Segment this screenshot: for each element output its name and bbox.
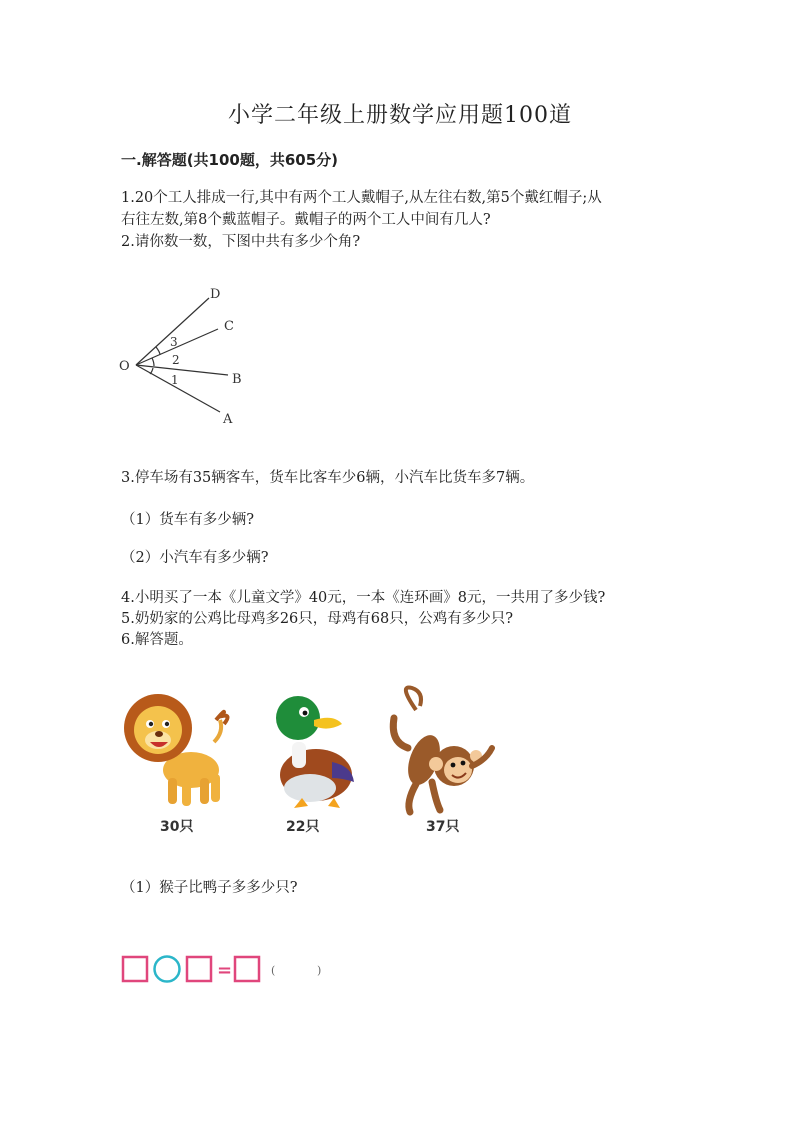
question-6: 6.解答题。 [121, 632, 193, 648]
answer-formula [121, 952, 341, 988]
unit-close-paren: ) [317, 964, 322, 977]
angle-label-2: 2 [172, 353, 180, 367]
equals-sign: = [217, 960, 233, 981]
point-d-label: D [210, 287, 221, 302]
question-3-part-2: （2）小汽车有多少辆? [121, 550, 269, 566]
question-6-part-1: （1）猴子比鸭子多多少只? [121, 880, 298, 896]
angle-arc-3 [156, 347, 160, 355]
duck-count: 22只 [286, 819, 320, 835]
question-3: 3.停车场有35辆客车，货车比客车少6辆，小汽车比货车多7辆。 [121, 470, 535, 486]
angle-arc-2 [152, 358, 154, 366]
lion-count: 30只 [160, 819, 194, 835]
unit-open-paren: ( [271, 964, 276, 977]
question-3-part-1: （1）货车有多少辆? [121, 512, 254, 528]
answer-box-1 [123, 957, 147, 981]
operator-circle [155, 957, 180, 982]
point-o-label: O [119, 359, 130, 374]
lion-image [124, 694, 228, 806]
animals-figure [116, 680, 506, 840]
question-4: 4.小明买了一本《儿童文学》40元，一本《连环画》8元，一共用了多少钱? [121, 590, 606, 606]
point-b-label: B [232, 372, 242, 387]
answer-box-2 [187, 957, 211, 981]
duck-image [276, 696, 354, 808]
monkey-count: 37只 [426, 819, 460, 835]
point-c-label: C [224, 319, 234, 334]
angle-figure [116, 282, 276, 432]
answer-box-result [235, 957, 259, 981]
question-1-line-2: 右往左数,第8个戴蓝帽子。戴帽子的两个工人中间有几人? [121, 212, 491, 228]
question-2: 2.请你数一数，下图中共有多少个角? [121, 234, 361, 250]
angle-label-3: 3 [170, 335, 178, 349]
monkey-image [393, 687, 492, 812]
angle-label-1: 1 [171, 373, 179, 387]
page-title: 小学二年级上册数学应用题100道 [228, 103, 572, 128]
point-a-label: A [223, 412, 233, 427]
section-heading: 一.解答题(共100题，共605分) [121, 151, 339, 169]
question-1-line-1: 1.20个工人排成一行,其中有两个工人戴帽子,从左往右数,第5个戴红帽子;从 [121, 190, 602, 206]
angle-arc-1 [150, 368, 153, 374]
question-5: 5.奶奶家的公鸡比母鸡多26只，母鸡有68只，公鸡有多少只? [121, 611, 514, 627]
